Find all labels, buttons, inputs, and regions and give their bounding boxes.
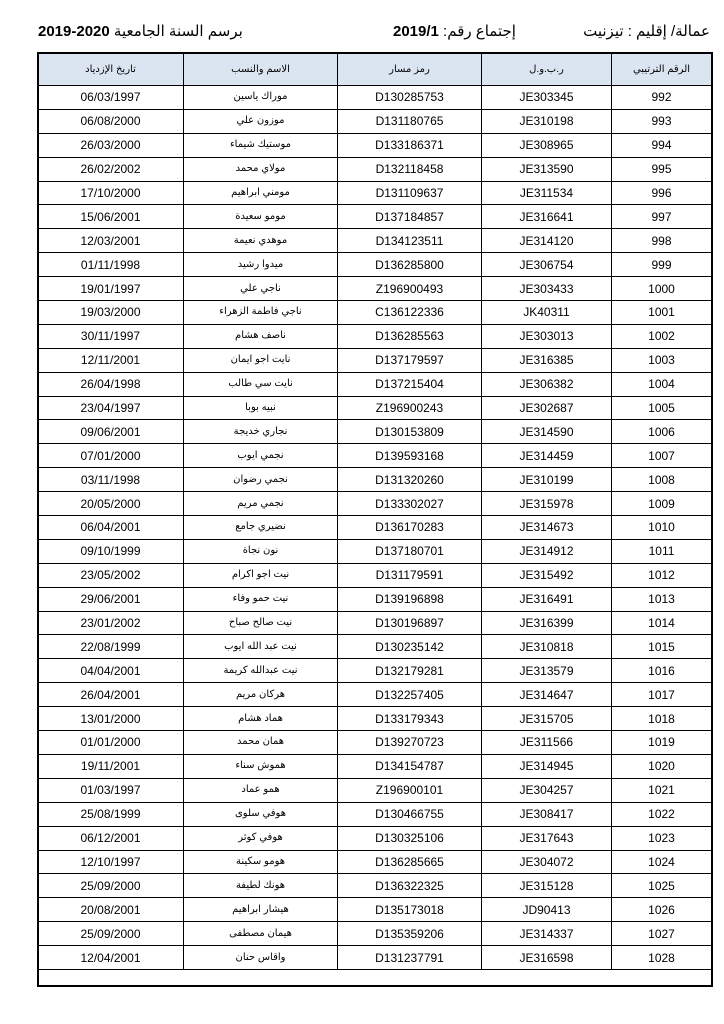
cin-cell: JE316399 [482,611,612,635]
table-row [38,826,712,850]
birth-date-cell: 04/04/2001 [38,659,184,683]
serial-number-cell: 1015 [612,635,712,659]
birth-date-cell: 25/08/1999 [38,802,184,826]
serial-number-cell: 1023 [612,826,712,850]
massar-code-cell: D134123511 [338,229,482,253]
full-name-cell: نجمي رضوان [184,468,338,492]
massar-code-cell: D139270723 [338,731,482,755]
birth-date-cell: 19/03/2000 [38,301,184,325]
full-name-cell: هيشار ابراهيم [184,898,338,922]
table-row [38,587,712,611]
full-name-cell: هوفي سلوى [184,802,338,826]
massar-code-cell: Z196900493 [338,277,482,301]
col-cin: ر.ب.و.ل [482,53,612,86]
full-name-cell: نيت عبد الله ايوب [184,635,338,659]
birth-date-cell: 09/10/1999 [38,539,184,563]
cin-cell: JE316491 [482,587,612,611]
academic-year-label: برسم السنة الجامعية [109,23,243,40]
massar-code-cell: D136285563 [338,324,482,348]
birth-date-cell: 30/11/1997 [38,324,184,348]
birth-date-cell: 20/05/2000 [38,492,184,516]
massar-code-cell: D136285665 [338,850,482,874]
full-name-cell: هونك لطيفة [184,874,338,898]
table-row [38,420,712,444]
serial-number-cell: 1027 [612,922,712,946]
full-name-cell: ناصف هشام [184,324,338,348]
birth-date-cell: 12/10/1997 [38,850,184,874]
massar-code-cell: D131320260 [338,468,482,492]
full-name-cell: هماد هشام [184,707,338,731]
cin-cell: JE314590 [482,420,612,444]
massar-code-cell: D136285800 [338,253,482,277]
cin-cell: JE311566 [482,731,612,755]
cin-cell: JE314337 [482,922,612,946]
full-name-cell: ناجي علي [184,277,338,301]
full-name-cell: همو عماد [184,778,338,802]
birth-date-cell: 06/04/2001 [38,516,184,540]
table-row [38,348,712,372]
serial-number-cell: 1021 [612,778,712,802]
full-name-cell: نجاري خديجة [184,420,338,444]
serial-number-cell: 995 [612,157,712,181]
birth-date-cell: 09/06/2001 [38,420,184,444]
cin-cell: JE314120 [482,229,612,253]
table-row [38,109,712,133]
full-name-cell: نجمي مريم [184,492,338,516]
full-name-cell: مولاي محمد [184,157,338,181]
cin-cell: JE308417 [482,802,612,826]
full-name-cell: هومو سكينة [184,850,338,874]
full-name-cell: نيت اجو اكرام [184,563,338,587]
col-serial-number: الرقم الترتيبي [612,53,712,86]
table-row [38,874,712,898]
cin-cell: JE315492 [482,563,612,587]
serial-number-cell: 1020 [612,754,712,778]
massar-code-cell: D139196898 [338,587,482,611]
birth-date-cell: 23/01/2002 [38,611,184,635]
full-name-cell: نايت اجو ايمان [184,348,338,372]
serial-number-cell: 1005 [612,396,712,420]
massar-code-cell: D130153809 [338,420,482,444]
serial-number-cell: 992 [612,86,712,110]
birth-date-cell: 07/01/2000 [38,444,184,468]
table-row [38,731,712,755]
table-row [38,372,712,396]
cin-cell: JE315705 [482,707,612,731]
full-name-cell: نضيري جامع [184,516,338,540]
birth-date-cell: 25/09/2000 [38,922,184,946]
cin-cell: JE306382 [482,372,612,396]
table-body [38,86,712,970]
birth-date-cell: 06/12/2001 [38,826,184,850]
massar-code-cell: D133179343 [338,707,482,731]
birth-date-cell: 15/06/2001 [38,205,184,229]
serial-number-cell: 1014 [612,611,712,635]
massar-code-cell: D133302027 [338,492,482,516]
full-name-cell: موزون علي [184,109,338,133]
birth-date-cell: 17/10/2000 [38,181,184,205]
massar-code-cell: D135173018 [338,898,482,922]
massar-code-cell: D132179281 [338,659,482,683]
full-name-cell: واقاس حنان [184,946,338,970]
massar-code-cell: Z196900101 [338,778,482,802]
full-name-cell: هوفي كوثر [184,826,338,850]
serial-number-cell: 1007 [612,444,712,468]
birth-date-cell: 03/11/1998 [38,468,184,492]
massar-code-cell: D137184857 [338,205,482,229]
full-name-cell: مومو سعيدة [184,205,338,229]
full-name-cell: نبيه بوبا [184,396,338,420]
cin-cell: JE315128 [482,874,612,898]
massar-code-cell: D131237791 [338,946,482,970]
serial-number-cell: 1025 [612,874,712,898]
birth-date-cell: 06/03/1997 [38,86,184,110]
birth-date-cell: 19/11/2001 [38,754,184,778]
cin-cell: JE310199 [482,468,612,492]
full-name-cell: نيت حمو وفاء [184,587,338,611]
serial-number-cell: 1003 [612,348,712,372]
full-name-cell: مومني ابراهيم [184,181,338,205]
table-row [38,444,712,468]
full-name-cell: هيمان مصطفى [184,922,338,946]
birth-date-cell: 25/09/2000 [38,874,184,898]
table-row [38,539,712,563]
table-row [38,229,712,253]
full-name-cell: همان محمد [184,731,338,755]
birth-date-cell: 26/02/2002 [38,157,184,181]
massar-code-cell: D137179597 [338,348,482,372]
cin-cell: JE313579 [482,659,612,683]
birth-date-cell: 13/01/2000 [38,707,184,731]
full-name-cell: موراك ياسين [184,86,338,110]
full-name-cell: هركان مريم [184,683,338,707]
cin-cell: JE314673 [482,516,612,540]
table-row [38,205,712,229]
serial-number-cell: 1019 [612,731,712,755]
cin-cell: JE314945 [482,754,612,778]
serial-number-cell: 1028 [612,946,712,970]
cin-cell: JK40311 [482,301,612,325]
col-full-name: الاسم والنسب [184,53,338,86]
serial-number-cell: 1001 [612,301,712,325]
serial-number-cell: 999 [612,253,712,277]
massar-code-cell: D130235142 [338,635,482,659]
cin-cell: JE303013 [482,324,612,348]
full-name-cell: ميدوا رشيد [184,253,338,277]
birth-date-cell: 20/08/2001 [38,898,184,922]
table-header-row [38,53,712,86]
table-row [38,563,712,587]
table-row [38,468,712,492]
cin-cell: JE302687 [482,396,612,420]
serial-number-cell: 1009 [612,492,712,516]
serial-number-cell: 1017 [612,683,712,707]
birth-date-cell: 23/05/2002 [38,563,184,587]
massar-code-cell: D131179591 [338,563,482,587]
cin-cell: JE304072 [482,850,612,874]
massar-code-cell: D136322325 [338,874,482,898]
cin-cell: JE314912 [482,539,612,563]
massar-code-cell: D136170283 [338,516,482,540]
cin-cell: JE317643 [482,826,612,850]
massar-code-cell: D137215404 [338,372,482,396]
col-birth-date: تاريخ الإزدياد [38,53,184,86]
cin-cell: JE303433 [482,277,612,301]
massar-code-cell: D133186371 [338,133,482,157]
birth-date-cell: 26/03/2000 [38,133,184,157]
massar-code-cell: D130196897 [338,611,482,635]
birth-date-cell: 01/03/1997 [38,778,184,802]
table-row [38,922,712,946]
serial-number-cell: 997 [612,205,712,229]
table-row [38,659,712,683]
table-row [38,277,712,301]
serial-number-cell: 998 [612,229,712,253]
table-row [38,683,712,707]
birth-date-cell: 12/03/2001 [38,229,184,253]
col-massar-code: رمز مسار [338,53,482,86]
full-name-cell: نايت سي طالب [184,372,338,396]
table-row [38,86,712,110]
academic-year [38,22,243,40]
table-row [38,850,712,874]
birth-date-cell: 22/08/1999 [38,635,184,659]
full-name-cell: موستيك شيماء [184,133,338,157]
massar-code-cell: D134154787 [338,754,482,778]
full-name-cell: موهدي نعيمة [184,229,338,253]
serial-number-cell: 996 [612,181,712,205]
meeting-number: 2019/1 [393,23,439,40]
massar-code-cell: D137180701 [338,539,482,563]
birth-date-cell: 12/04/2001 [38,946,184,970]
serial-number-cell: 993 [612,109,712,133]
birth-date-cell: 29/06/2001 [38,587,184,611]
table-row [38,253,712,277]
serial-number-cell: 1008 [612,468,712,492]
table-row [38,181,712,205]
meeting-info [393,22,516,40]
table-row [38,516,712,540]
serial-number-cell: 994 [612,133,712,157]
massar-code-cell: D130325106 [338,826,482,850]
serial-number-cell: 1018 [612,707,712,731]
table-row [38,396,712,420]
cin-cell: JE311534 [482,181,612,205]
serial-number-cell: 1004 [612,372,712,396]
table-row [38,635,712,659]
cin-cell: JE310818 [482,635,612,659]
serial-number-cell: 1002 [612,324,712,348]
serial-number-cell: 1006 [612,420,712,444]
table-row [38,946,712,970]
serial-number-cell: 1024 [612,850,712,874]
serial-number-cell: 1010 [612,516,712,540]
full-name-cell: نجمي ايوب [184,444,338,468]
table-row [38,754,712,778]
cin-cell: JE314459 [482,444,612,468]
serial-number-cell: 1000 [612,277,712,301]
cin-cell: JE304257 [482,778,612,802]
cin-cell: JE310198 [482,109,612,133]
table-row [38,778,712,802]
cin-cell: JE313590 [482,157,612,181]
massar-code-cell: D131180765 [338,109,482,133]
table-row [38,492,712,516]
full-name-cell: ناجي فاطمة الزهراء [184,301,338,325]
cin-cell: JE316385 [482,348,612,372]
cin-cell: JE306754 [482,253,612,277]
page-header [38,22,710,44]
serial-number-cell: 1013 [612,587,712,611]
table-row [38,133,712,157]
cin-cell: JE308965 [482,133,612,157]
table-row [38,324,712,348]
cin-cell: JD90413 [482,898,612,922]
serial-number-cell: 1016 [612,659,712,683]
massar-code-cell: D132257405 [338,683,482,707]
table-row [38,301,712,325]
massar-code-cell: Z196900243 [338,396,482,420]
serial-number-cell: 1012 [612,563,712,587]
massar-code-cell: C136122336 [338,301,482,325]
full-name-cell: هموش سناء [184,754,338,778]
birth-date-cell: 26/04/1998 [38,372,184,396]
birth-date-cell: 26/04/2001 [38,683,184,707]
massar-code-cell: D132118458 [338,157,482,181]
full-name-cell: نون نجاة [184,539,338,563]
massar-code-cell: D139593168 [338,444,482,468]
meeting-label: إجتماع رقم: [438,23,516,40]
birth-date-cell: 19/01/1997 [38,277,184,301]
academic-year-value: 2020-2019 [38,23,110,40]
massar-code-cell: D135359206 [338,922,482,946]
table-row [38,611,712,635]
table-row [38,898,712,922]
birth-date-cell: 06/08/2000 [38,109,184,133]
table-row [38,157,712,181]
students-table [37,52,712,970]
serial-number-cell: 1026 [612,898,712,922]
full-name-cell: نيت صالح صباح [184,611,338,635]
serial-number-cell: 1022 [612,802,712,826]
serial-number-cell: 1011 [612,539,712,563]
cin-cell: JE314647 [482,683,612,707]
cin-cell: JE316598 [482,946,612,970]
birth-date-cell: 23/04/1997 [38,396,184,420]
cin-cell: JE315978 [482,492,612,516]
cin-cell: JE316641 [482,205,612,229]
massar-code-cell: D130466755 [338,802,482,826]
birth-date-cell: 01/01/2000 [38,731,184,755]
full-name-cell: نيت عبدالله كريمة [184,659,338,683]
massar-code-cell: D131109637 [338,181,482,205]
table-row [38,802,712,826]
location-label: عمالة/ إقليم : تيزنيت [583,23,710,40]
birth-date-cell: 01/11/1998 [38,253,184,277]
birth-date-cell: 12/11/2001 [38,348,184,372]
cin-cell: JE303345 [482,86,612,110]
table-row [38,707,712,731]
massar-code-cell: D130285753 [338,86,482,110]
